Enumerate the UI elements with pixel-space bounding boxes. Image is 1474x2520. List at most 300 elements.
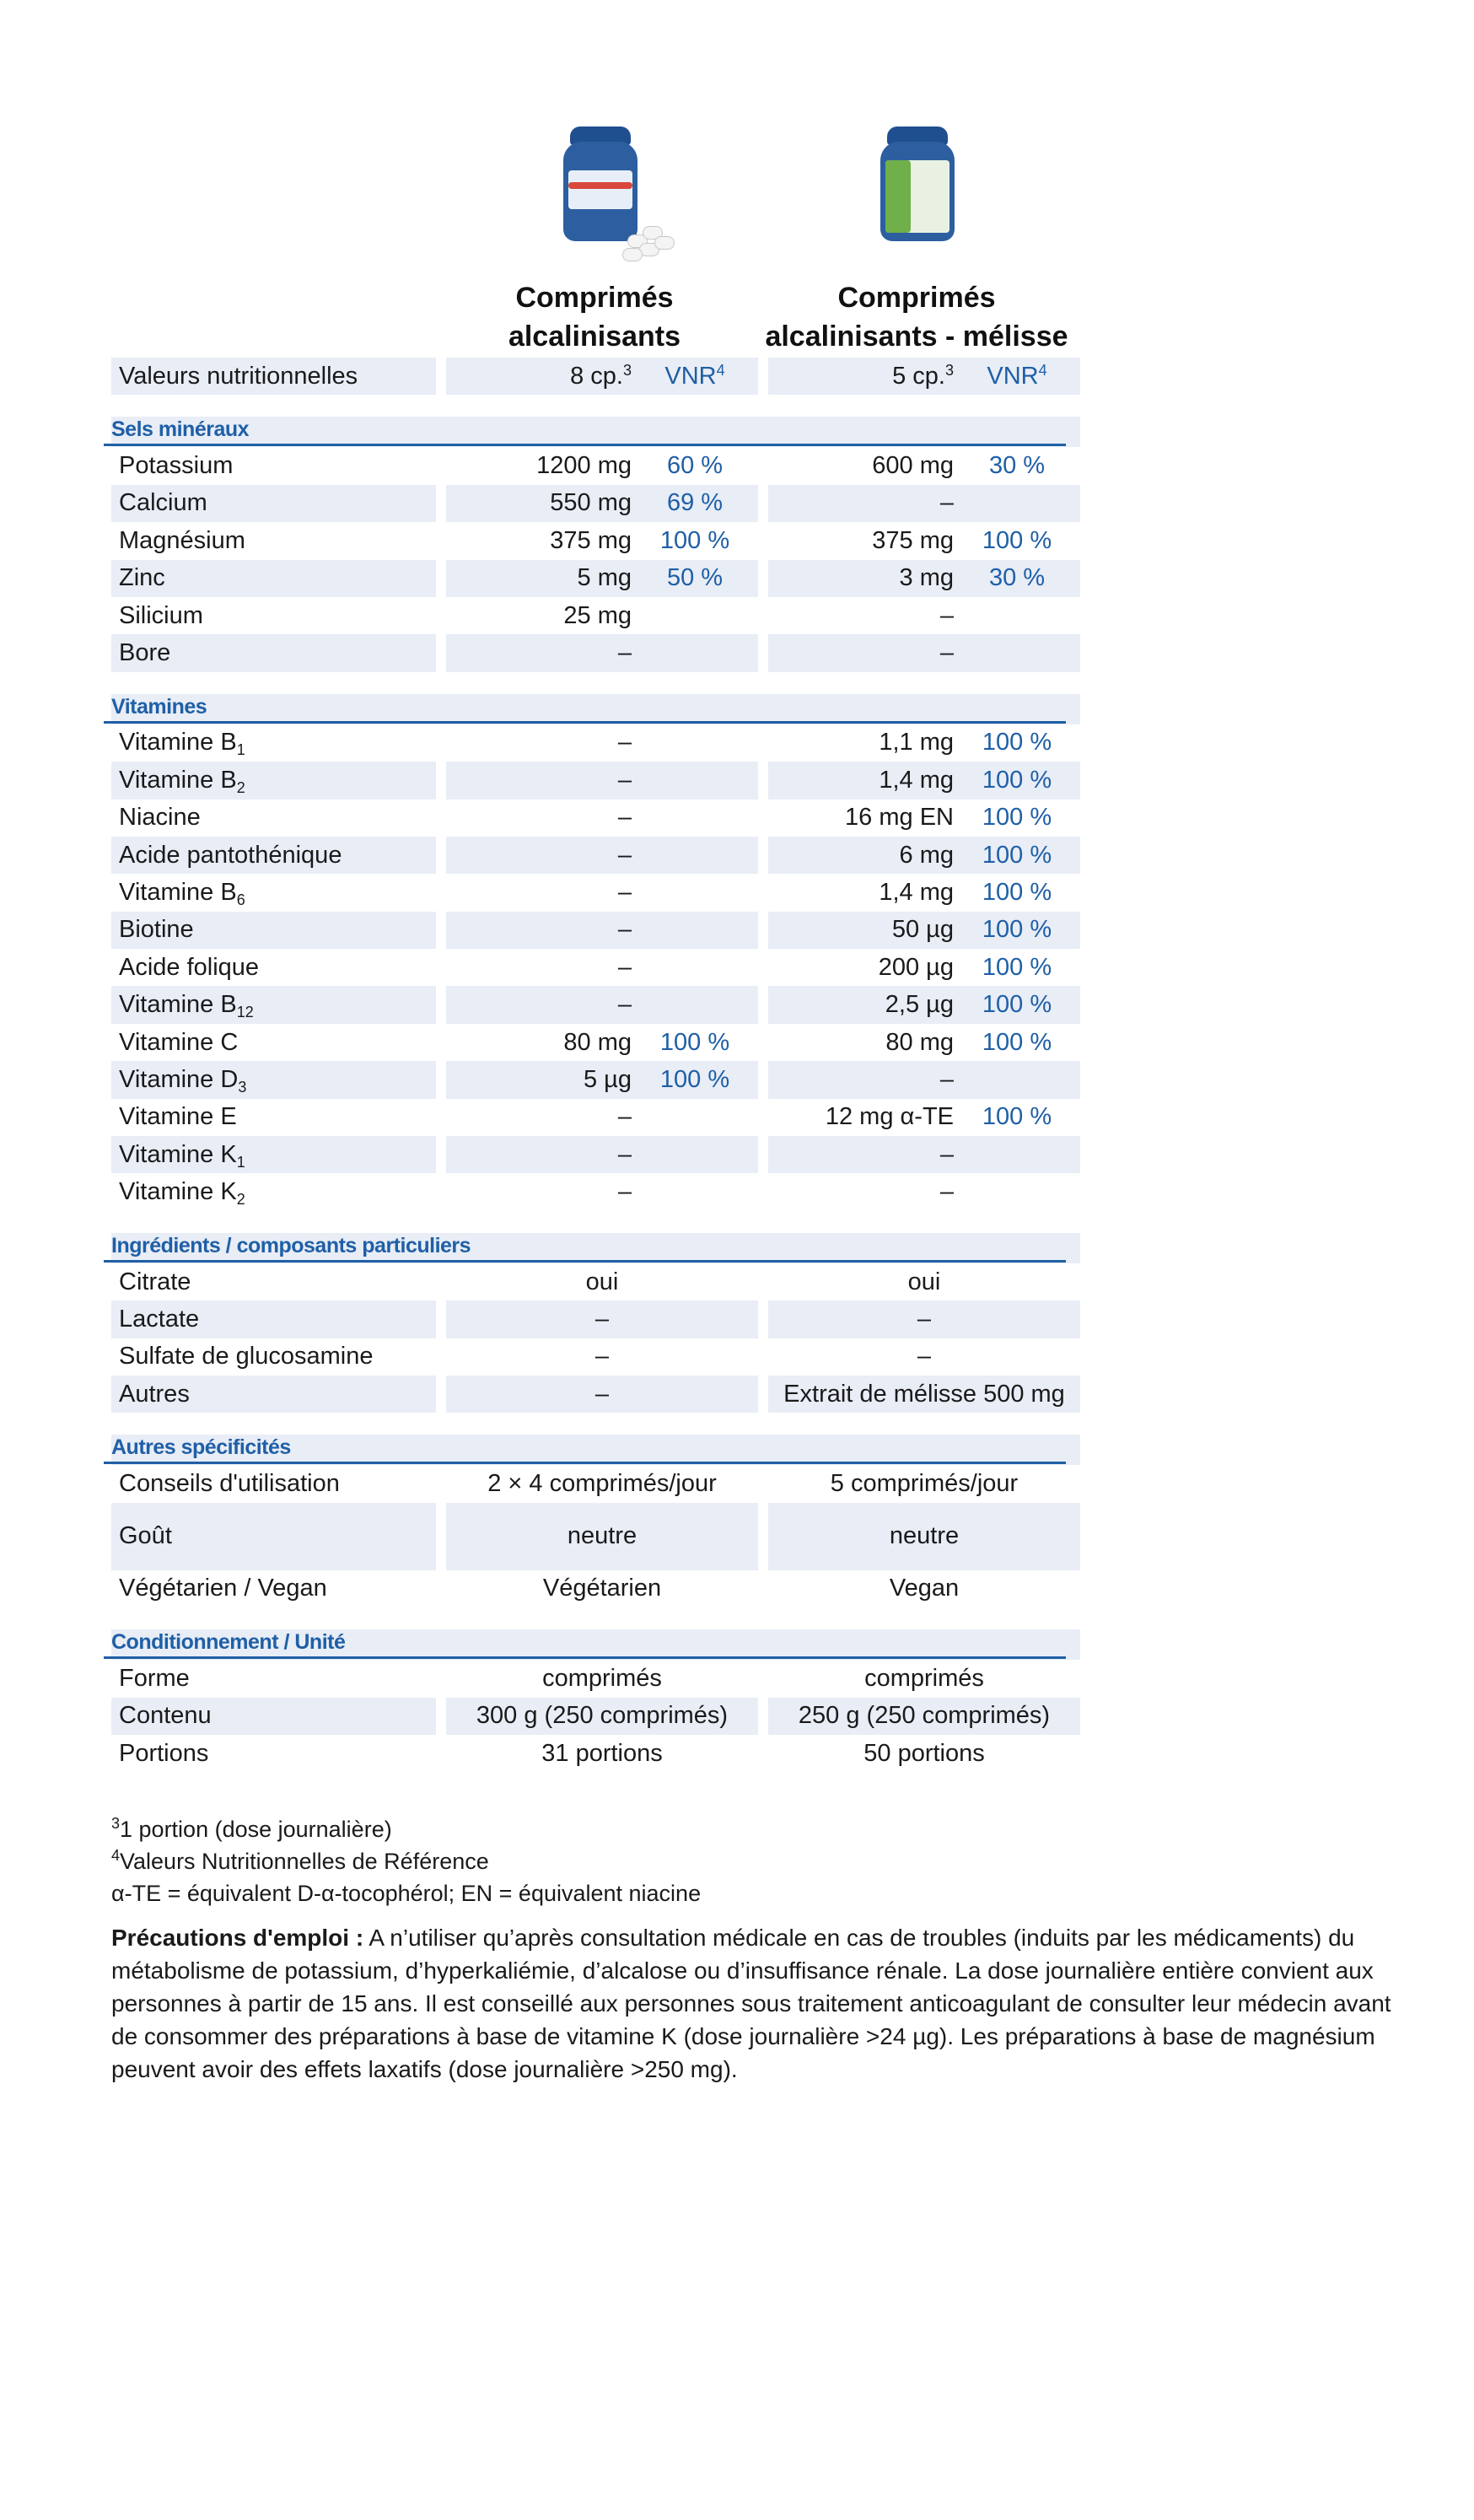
column-gap (436, 1698, 446, 1735)
column-gap (436, 447, 446, 484)
row-label-text: Vitamine K (119, 1140, 237, 1168)
row-label (111, 949, 436, 986)
table-row (111, 1735, 1080, 1772)
vnr-header (954, 358, 1080, 395)
amount-alkaline: 1200 mg (536, 452, 632, 480)
column-gap (436, 634, 446, 671)
column-gap (758, 762, 768, 799)
spacer-row (111, 1413, 1080, 1435)
table-row (111, 1660, 1080, 1697)
value-alkaline: 300 g (250 comprimés) (446, 1698, 758, 1735)
column-gap (758, 1465, 768, 1502)
table-row (111, 986, 1080, 1023)
table-row (111, 1503, 1080, 1570)
row-label (111, 560, 436, 597)
table-row (111, 447, 1080, 484)
column-gap (436, 522, 446, 559)
subscript: 12 (236, 1004, 254, 1021)
column-gap (758, 1660, 768, 1697)
amount-alkaline: 5 µg (446, 1061, 632, 1098)
column-gap (758, 1024, 768, 1061)
vnr-alkaline (632, 597, 758, 634)
value-alkaline: – (594, 1343, 610, 1370)
row-label (111, 1136, 436, 1173)
value-melissa: Extrait de mélisse 500 mg (768, 1376, 1080, 1413)
row-label-text: Silicium (119, 601, 203, 629)
value-melissa: neutre (768, 1503, 1080, 1570)
table-row (111, 634, 1080, 671)
vnr-melissa: 100 % (954, 912, 1080, 949)
amount-alkaline: – (446, 762, 632, 799)
section-row (111, 1233, 1080, 1263)
amount-alkaline: – (446, 986, 632, 1023)
vnr-alkaline: 60 % (666, 452, 724, 480)
dose-header (446, 358, 632, 395)
section-row (111, 1629, 1080, 1660)
table-row (111, 1338, 1080, 1376)
row-label (111, 1061, 436, 1098)
column-gap (436, 800, 446, 837)
row-label (111, 762, 436, 799)
amount-melissa: – (939, 1178, 954, 1206)
table-row (111, 1024, 1080, 1061)
row-label-text: Bore (119, 639, 171, 667)
value-alkaline: oui (585, 1268, 619, 1295)
subscript: 3 (238, 1078, 247, 1096)
amount-alkaline: – (446, 912, 632, 949)
column-gap (758, 522, 768, 559)
vnr-header-text: VNR (664, 362, 717, 390)
vnr-alkaline (632, 634, 758, 671)
header-label: Valeurs nutritionnelles (111, 358, 436, 395)
row-label (111, 1338, 436, 1376)
amount-melissa: 50 µg (768, 912, 954, 949)
vnr-alkaline: 100 % (659, 526, 730, 554)
amount-melissa: 2,5 µg (768, 986, 954, 1023)
amount-alkaline: – (617, 804, 632, 832)
row-label-text: Vitamine B (119, 878, 237, 906)
column-gap (758, 800, 768, 837)
row-label (111, 447, 436, 484)
column-gap (758, 560, 768, 597)
row-label (111, 1099, 436, 1136)
row-label-text: Sulfate de glucosamine (119, 1343, 374, 1370)
value-melissa: 50 portions (863, 1739, 985, 1767)
amount-alkaline: – (617, 1178, 632, 1206)
table-row (111, 837, 1080, 874)
column-gap (758, 1735, 768, 1772)
value-alkaline: – (446, 1300, 758, 1338)
column-gap (436, 597, 446, 634)
amount-alkaline: – (446, 1136, 632, 1173)
column-gap (758, 597, 768, 634)
amount-melissa: 1,4 mg (879, 878, 954, 906)
column-gap (436, 949, 446, 986)
precautions (111, 1921, 1398, 2086)
column-gap (758, 874, 768, 911)
column-gap (758, 1173, 768, 1210)
subscript: 2 (236, 778, 245, 796)
table-row (111, 912, 1080, 949)
section-cell (111, 1629, 1080, 1660)
section-title: Conditionnement / Unité (104, 1630, 1066, 1659)
vnr-melissa: 100 % (982, 878, 1052, 906)
spacer-cell (111, 1211, 1080, 1233)
column-gap (436, 1024, 446, 1061)
amount-melissa: 80 mg (885, 1028, 954, 1056)
table-row (111, 724, 1080, 762)
row-label-text: Magnésium (119, 526, 245, 554)
footnote (111, 1813, 701, 1845)
column-gap (758, 1338, 768, 1376)
dose-header-text: 8 cp. (570, 362, 623, 390)
section-cell (111, 417, 1080, 447)
tablet (622, 248, 643, 261)
row-label (111, 800, 436, 837)
superscript: 4 (111, 1847, 121, 1864)
value-alkaline: neutre (446, 1503, 758, 1570)
vnr-melissa: 100 % (954, 986, 1080, 1023)
row-label-text: Biotine (119, 916, 194, 944)
amount-melissa: – (939, 601, 954, 629)
column-gap (436, 1300, 446, 1338)
row-label (111, 1376, 436, 1413)
value-melissa: – (768, 1300, 1080, 1338)
dose-header (768, 358, 954, 395)
spacer-row (111, 395, 1080, 417)
product-image-melissa (870, 127, 980, 261)
header-row (111, 358, 1080, 395)
footnotes (111, 1813, 701, 1909)
row-label (111, 1263, 436, 1300)
amount-melissa: – (768, 634, 954, 671)
subscript: 1 (236, 741, 245, 759)
row-label (111, 1300, 436, 1338)
vnr-alkaline (632, 986, 758, 1023)
section-cell (111, 1233, 1080, 1263)
amount-alkaline: – (617, 729, 632, 757)
column-gap (436, 1503, 446, 1570)
row-label (111, 485, 436, 522)
spacer-row (111, 1211, 1080, 1233)
section-title: Vitamines (104, 695, 1066, 724)
value-melissa: 5 comprimés/jour (830, 1470, 1019, 1498)
table-row (111, 762, 1080, 799)
table-row (111, 1300, 1080, 1338)
row-label (111, 1698, 436, 1735)
row-label (111, 837, 436, 874)
vnr-header (632, 358, 758, 395)
jar-label (568, 170, 632, 209)
row-label-text: Vitamine E (119, 1103, 237, 1131)
row-label-text: Vitamine C (119, 1028, 239, 1056)
column-gap (436, 1376, 446, 1413)
row-label-text: Forme (119, 1664, 190, 1692)
vnr-melissa: 100 % (982, 729, 1052, 757)
section-title: Ingrédients / composants particuliers (104, 1234, 1066, 1263)
column-gap (758, 634, 768, 671)
row-label (111, 986, 436, 1023)
section-cell (111, 1435, 1080, 1465)
footnote (111, 1877, 701, 1909)
jar-label-stripe (568, 182, 632, 189)
vnr-melissa: 100 % (982, 1028, 1052, 1056)
superscript: 3 (622, 361, 632, 379)
vnr-alkaline (632, 762, 758, 799)
value-melissa: 250 g (250 comprimés) (768, 1698, 1080, 1735)
precautions-title: Précautions d'emploi : (111, 1925, 364, 1951)
column-gap (758, 1570, 768, 1607)
column-gap (436, 1735, 446, 1772)
vnr-melissa: 100 % (954, 762, 1080, 799)
column-gap (758, 1263, 768, 1300)
column-gap (436, 560, 446, 597)
superscript: 3 (944, 361, 954, 379)
amount-alkaline: 550 mg (446, 485, 632, 522)
column-gap (758, 358, 768, 395)
title-line: Comprimés (515, 282, 674, 314)
table-row (111, 1698, 1080, 1735)
column-gap (436, 1061, 446, 1098)
vnr-alkaline (632, 1136, 758, 1173)
nutrition-table (111, 358, 1080, 1772)
tablet (654, 236, 675, 250)
amount-melissa: 12 mg α-TE (825, 1103, 954, 1131)
row-label (111, 597, 436, 634)
column-gap (758, 949, 768, 986)
row-label (111, 1735, 436, 1772)
table-row (111, 1263, 1080, 1300)
table-row (111, 1061, 1080, 1098)
vnr-alkaline: 69 % (632, 485, 758, 522)
section-title: Sels minéraux (104, 417, 1066, 446)
column-gap (436, 1136, 446, 1173)
vnr-melissa: 100 % (982, 804, 1052, 832)
amount-melissa: 200 µg (878, 953, 954, 981)
table-row (111, 1173, 1080, 1210)
column-gap (436, 762, 446, 799)
footnote (111, 1845, 701, 1877)
row-label-text: Acide pantothénique (119, 841, 342, 869)
row-label-text: Acide folique (119, 953, 260, 981)
row-label (111, 1024, 436, 1061)
vnr-melissa: 30 % (988, 452, 1046, 480)
precautions-text: A n’utiliser qu’après consultation médicale en cas de troubles (induits par les médicaments) du métabolisme de potassium, d’hyperkaliémie, d’alcalose ou d’insuffisance rénale. La dose journalière entière convient aux personnes à partir de 15 ans. Il est conseillé aux personnes sous traitement anticoagulant de consulter leur médecin avant de consommer des préparations à base de vitamine K (dose journalière >24 µg). Les préparations à base de magnésium peuvent avoir des effets laxatifs (dose journalière >250 mg). (111, 1925, 1391, 2082)
amount-alkaline: – (617, 878, 632, 906)
section-cell (111, 694, 1080, 724)
amount-alkaline: – (617, 953, 632, 981)
column-gap (436, 837, 446, 874)
vnr-melissa (954, 1173, 1080, 1210)
value-melissa: Vegan (889, 1575, 960, 1602)
amount-melissa: 1,1 mg (879, 729, 954, 757)
row-label (111, 874, 436, 911)
vnr-alkaline: 100 % (659, 1028, 730, 1056)
vnr-alkaline: 50 % (632, 560, 758, 597)
value-alkaline: 31 portions (541, 1739, 663, 1767)
row-label-text: Portions (119, 1739, 209, 1767)
column-gap (436, 1263, 446, 1300)
column-gap (436, 724, 446, 762)
amount-melissa: 600 mg (872, 452, 954, 480)
table-row (111, 560, 1080, 597)
jar-label-leaf (885, 160, 911, 233)
amount-alkaline: 80 mg (563, 1028, 632, 1056)
column-gap (436, 1173, 446, 1210)
table-row (111, 522, 1080, 559)
superscript: 3 (111, 1815, 121, 1832)
vnr-alkaline (632, 949, 758, 986)
title-line: alcalinisants (508, 320, 681, 353)
section-row (111, 417, 1080, 447)
row-label (111, 1660, 436, 1697)
vnr-alkaline (632, 724, 758, 762)
row-label-text: Autres (119, 1380, 190, 1408)
row-label-text: Calcium (119, 489, 207, 517)
column-gap (436, 986, 446, 1023)
vnr-melissa: 100 % (954, 837, 1080, 874)
row-label (111, 1570, 436, 1607)
column-gap (758, 1503, 768, 1570)
dose-header-text: 5 cp. (892, 362, 945, 390)
table-row (111, 1136, 1080, 1173)
spacer-cell (111, 672, 1080, 694)
amount-alkaline: – (617, 1103, 632, 1131)
amount-alkaline: 375 mg (550, 526, 632, 554)
vnr-melissa: 100 % (982, 1103, 1052, 1131)
row-label-text: Conseils d'utilisation (119, 1470, 340, 1498)
footnote-text: Valeurs Nutritionnelles de Référence (120, 1849, 489, 1874)
vnr-alkaline (632, 1099, 758, 1136)
column-gap (758, 1099, 768, 1136)
row-label-text: Contenu (119, 1702, 212, 1730)
column-gap (758, 986, 768, 1023)
column-gap (758, 1061, 768, 1098)
column-gap (758, 724, 768, 762)
row-label (111, 634, 436, 671)
row-label-text: Lactate (119, 1305, 200, 1333)
column-gap (436, 1465, 446, 1502)
row-label (111, 724, 436, 762)
row-label (111, 1173, 436, 1210)
column-gap (758, 447, 768, 484)
product-image-alkaline (550, 127, 676, 261)
table-row (111, 1570, 1080, 1607)
spacer-cell (111, 1413, 1080, 1435)
row-label-text: Vitamine K (119, 1178, 237, 1206)
vnr-melissa (954, 1136, 1080, 1173)
amount-melissa: 375 mg (872, 526, 954, 554)
amount-melissa: 1,4 mg (768, 762, 954, 799)
table-row (111, 874, 1080, 911)
table-row (111, 1465, 1080, 1502)
column-gap (436, 1660, 446, 1697)
column-gap (436, 1338, 446, 1376)
row-label-text: Végétarien / Vegan (119, 1575, 327, 1602)
spacer-cell (111, 1607, 1080, 1629)
spacer-row (111, 1607, 1080, 1629)
table-row (111, 1376, 1080, 1413)
value-alkaline: – (446, 1376, 758, 1413)
amount-alkaline: 25 mg (563, 601, 632, 629)
amount-melissa: – (768, 1136, 954, 1173)
vnr-melissa: 30 % (954, 560, 1080, 597)
table-row (111, 597, 1080, 634)
column-gap (758, 485, 768, 522)
vnr-melissa (954, 597, 1080, 634)
row-label-text: Citrate (119, 1268, 191, 1295)
vnr-melissa (954, 634, 1080, 671)
amount-melissa: 6 mg (768, 837, 954, 874)
amount-alkaline: – (446, 837, 632, 874)
vnr-alkaline (632, 912, 758, 949)
row-label-text: Vitamine B (119, 991, 237, 1019)
vnr-alkaline (632, 1173, 758, 1210)
superscript: 4 (716, 361, 725, 379)
section-title: Autres spécificités (104, 1435, 1066, 1464)
spacer-cell (111, 395, 1080, 417)
section-row (111, 694, 1080, 724)
row-label-text: Goût (119, 1522, 172, 1550)
vnr-melissa (954, 1061, 1080, 1098)
amount-alkaline: – (446, 634, 632, 671)
row-label (111, 522, 436, 559)
row-label (111, 1503, 436, 1570)
column-gap (758, 912, 768, 949)
column-gap (758, 1698, 768, 1735)
table-row (111, 485, 1080, 522)
section-row (111, 1435, 1080, 1465)
row-label (111, 912, 436, 949)
footnote-text: 1 portion (dose journalière) (120, 1817, 392, 1842)
column-gap (436, 358, 446, 395)
vnr-melissa: 100 % (982, 526, 1052, 554)
vnr-alkaline (632, 874, 758, 911)
vnr-alkaline (632, 837, 758, 874)
subscript: 2 (236, 1191, 245, 1209)
column-gap (758, 1300, 768, 1338)
column-gap (758, 1376, 768, 1413)
column-gap (758, 837, 768, 874)
vnr-melissa: 100 % (982, 953, 1052, 981)
row-label-text: Vitamine D (119, 1065, 239, 1093)
column-gap (436, 874, 446, 911)
amount-melissa: – (768, 1061, 954, 1098)
table-row (111, 800, 1080, 837)
row-label-text: Zinc (119, 564, 165, 592)
superscript: 4 (1038, 361, 1047, 379)
vnr-melissa (954, 485, 1080, 522)
row-label (111, 1465, 436, 1502)
vnr-alkaline: 100 % (632, 1061, 758, 1098)
row-label-text: Vitamine B (119, 729, 237, 757)
product-title-alkaline (438, 278, 750, 356)
vnr-alkaline (632, 800, 758, 837)
amount-melissa: 3 mg (768, 560, 954, 597)
title-line: Comprimés (837, 282, 996, 314)
column-gap (436, 485, 446, 522)
row-label-text: Niacine (119, 804, 201, 832)
value-alkaline: Végétarien (542, 1575, 662, 1602)
row-label-text: Potassium (119, 452, 234, 480)
product-title-melissa (761, 278, 1073, 356)
value-melissa: – (917, 1343, 932, 1370)
subscript: 1 (236, 1153, 245, 1171)
column-gap (436, 1570, 446, 1607)
value-alkaline: comprimés (542, 1664, 662, 1692)
title-line: alcalinisants - mélisse (765, 320, 1068, 353)
row-label-text: Vitamine B (119, 766, 237, 794)
